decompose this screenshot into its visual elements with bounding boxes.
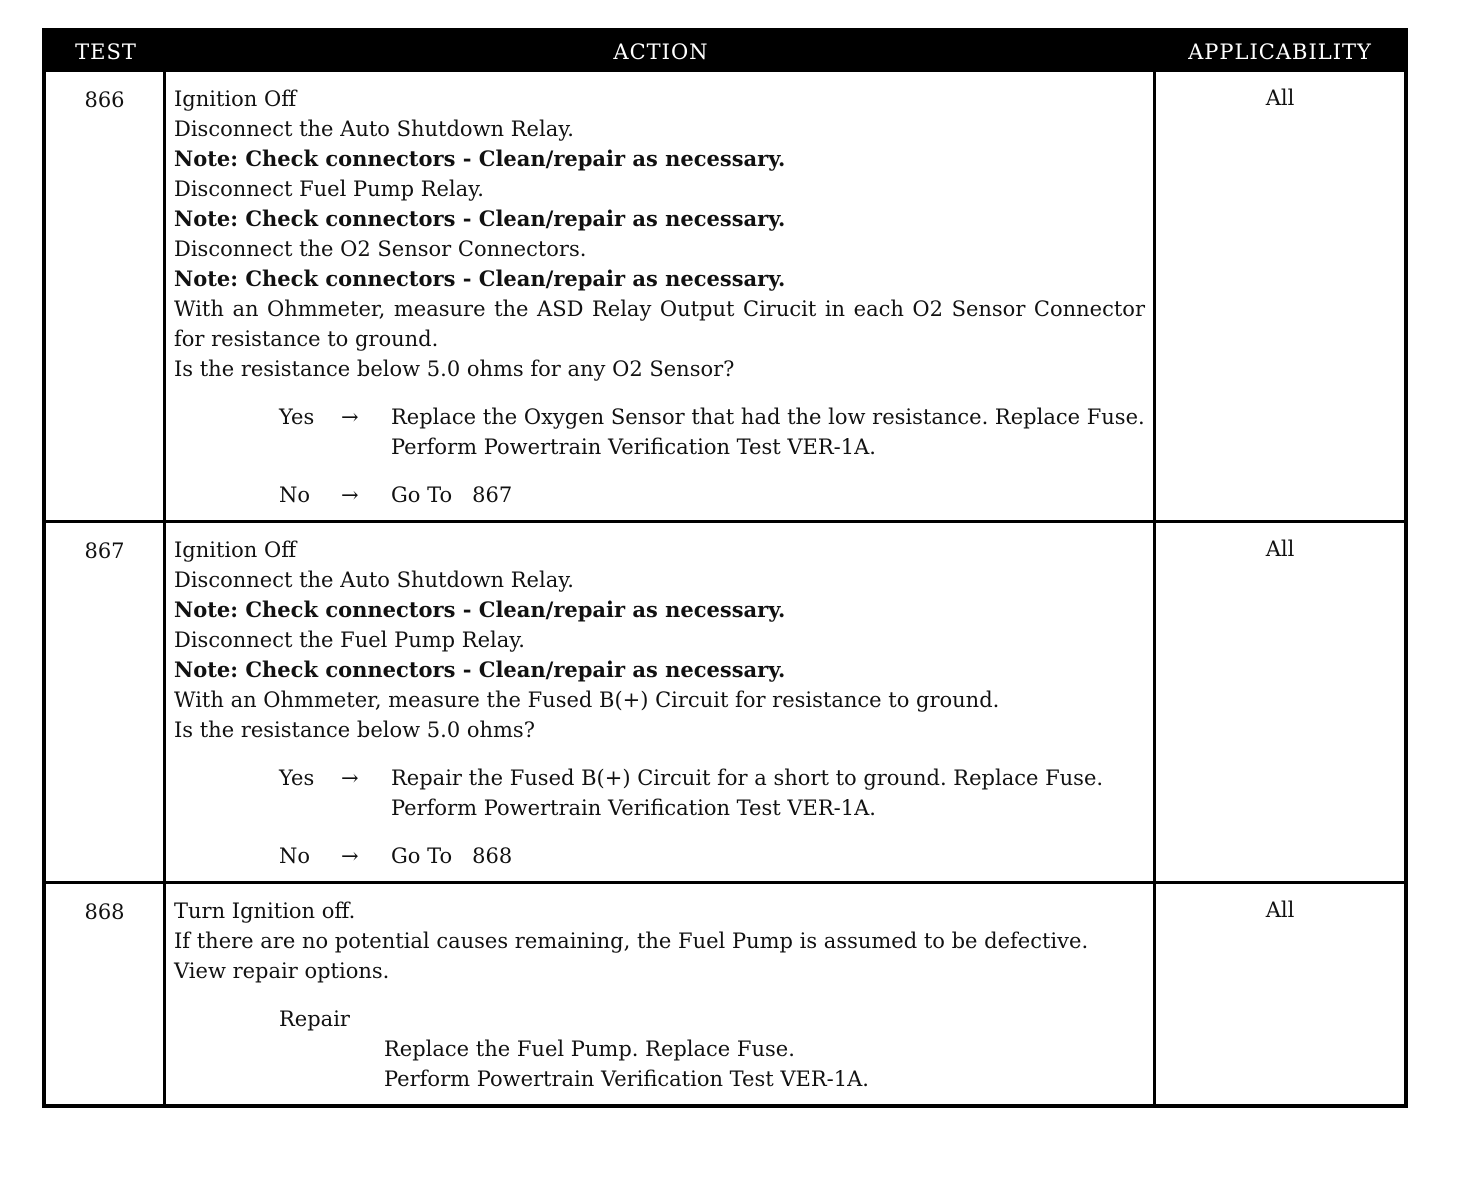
note-text: Note: Check connectors - Clean/repair as necessary. (174, 206, 786, 231)
yes-text-line: Perform Powertrain Verification Test VER-1A. (391, 435, 876, 459)
step-text: If there are no potential causes remaining, the Fuel Pump is assumed to be defective. (174, 929, 1089, 953)
arrow-icon: → (341, 483, 359, 507)
step-text: Disconnect the Auto Shutdown Relay. (174, 568, 574, 592)
action-cell (166, 884, 1156, 1104)
no-label: No (279, 844, 311, 868)
repair-text: Replace the Fuel Pump. Replace Fuse. (384, 1037, 795, 1061)
no-text: Go To 867 (391, 483, 513, 507)
header-test: TEST (75, 40, 137, 64)
note-text: Note: Check connectors - Clean/repair as necessary. (174, 266, 786, 291)
step-text: With an Ohmmeter, measure the ASD Relay Output Cirucit in each O2 Sensor Connector for resistance to ground. (174, 297, 1145, 351)
table-row (46, 520, 1404, 881)
no-text: Go To 868 (391, 844, 513, 868)
step-text: Ignition Off (174, 87, 297, 111)
note-text: Note: Check connectors - Clean/repair as necessary. (174, 597, 786, 622)
arrow-icon: → (341, 844, 359, 868)
table-row (46, 72, 1404, 520)
yes-label: Yes (279, 766, 315, 790)
step-text: Disconnect Fuel Pump Relay. (174, 177, 484, 201)
repair-label: Repair (279, 1007, 350, 1031)
note-text: Note: Check connectors - Clean/repair as necessary. (174, 146, 786, 171)
step-text: Turn Ignition off. (174, 899, 356, 923)
yes-text-line: Repair the Fused B(+) Circuit for a short to ground. Replace Fuse. (391, 766, 1104, 790)
step-text: Disconnect the Fuel Pump Relay. (174, 628, 525, 652)
yes-text-line: Perform Powertrain Verification Test VER-1A. (391, 796, 876, 820)
yes-text (391, 402, 1145, 462)
diagnostic-table (42, 28, 1408, 1108)
header-applicability: APPLICABILITY (1188, 40, 1372, 64)
applicability-cell: All (1265, 537, 1295, 561)
yes-text-line: Replace the Oxygen Sensor that had the low resistance. Replace Fuse. (391, 405, 1145, 429)
step-text: With an Ohmmeter, measure the Fused B(+) Circuit for resistance to ground. (174, 688, 1000, 712)
question-text: Is the resistance below 5.0 ohms? (174, 718, 535, 742)
test-number: 867 (46, 523, 166, 881)
no-result (279, 480, 1145, 510)
step-text: Ignition Off (174, 538, 297, 562)
header-action: ACTION (613, 40, 709, 64)
action-cell (166, 523, 1156, 881)
step-text: Disconnect the Auto Shutdown Relay. (174, 117, 574, 141)
test-number: 866 (46, 72, 166, 520)
arrow-icon: → (341, 405, 359, 429)
table-header (46, 32, 1404, 72)
step-text: Disconnect the O2 Sensor Connectors. (174, 237, 587, 261)
yes-result (279, 402, 1145, 462)
note-text: Note: Check connectors - Clean/repair as necessary. (174, 657, 786, 682)
table-row (46, 881, 1404, 1104)
step-text: View repair options. (174, 959, 390, 983)
applicability-cell: All (1265, 86, 1295, 110)
test-number: 868 (46, 884, 166, 1104)
no-label: No (279, 483, 311, 507)
arrow-icon: → (341, 766, 359, 790)
action-cell (166, 72, 1156, 520)
yes-result (279, 763, 1145, 823)
repair-text: Perform Powertrain Verification Test VER-1A. (384, 1067, 869, 1091)
yes-label: Yes (279, 405, 315, 429)
no-result (279, 841, 1145, 871)
yes-text (391, 763, 1145, 823)
question-text: Is the resistance below 5.0 ohms for any O2 Sensor? (174, 357, 735, 381)
applicability-cell: All (1265, 898, 1295, 922)
